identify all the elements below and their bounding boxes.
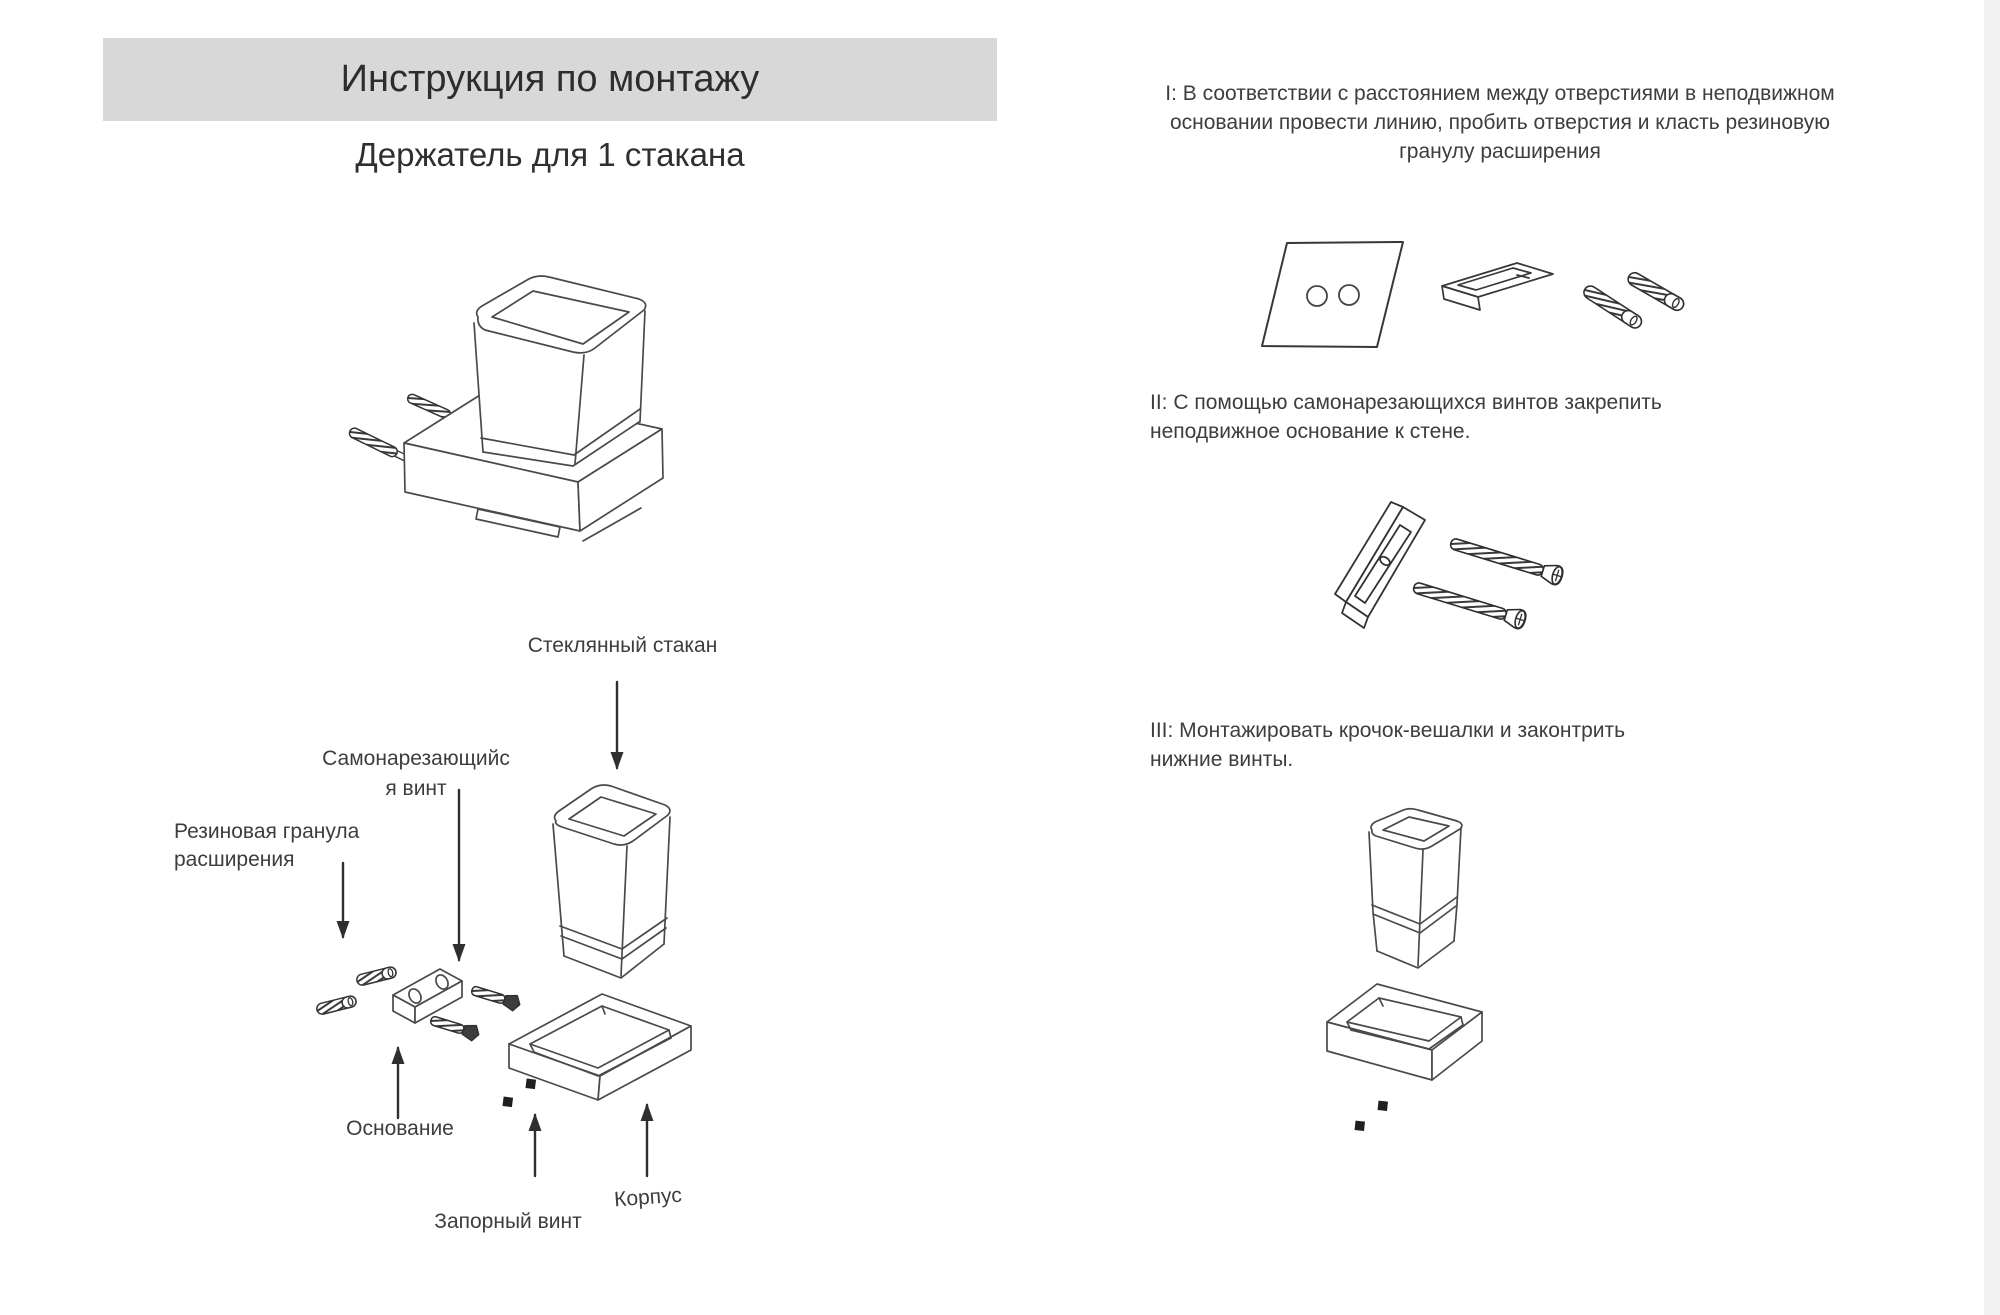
locking-screw-square <box>1355 1121 1365 1131</box>
body-drawing <box>509 994 691 1100</box>
step-1-drawing <box>1255 228 1815 403</box>
step-3-drawing <box>1320 800 1580 1145</box>
step-1-line-2: основании провести линию, пробить отверстия и класть резиновую <box>1169 111 1831 134</box>
page-right-edge <box>1984 0 2000 1315</box>
glass-cup-drawing <box>553 785 672 978</box>
bracket-drawing <box>1442 263 1553 310</box>
step-1-line-3: гранулу расширения <box>1399 140 1601 163</box>
exploded-parts-svg <box>150 618 770 1263</box>
locking-screw-square <box>502 1097 513 1108</box>
assembled-holder-drawing <box>250 198 765 568</box>
locking-screw-square <box>1378 1101 1388 1111</box>
label-rubber-plug-line2: расширения <box>174 848 295 871</box>
bracket-drawing <box>1335 502 1425 628</box>
base-bracket-drawing <box>393 969 462 1023</box>
wall-plate-drawing <box>1262 242 1403 347</box>
label-self-tapping-screw-line2: я винт <box>385 777 447 800</box>
step-3-text <box>1150 716 1790 774</box>
glass-cup-drawing <box>1369 809 1462 968</box>
label-rubber-plug <box>174 818 434 874</box>
wall-plugs-drawing <box>1581 270 1685 330</box>
step-2-line-1: II: С помощью самонарезающихся винтов закрепить <box>1150 391 1662 414</box>
locking-screw-square <box>525 1079 536 1090</box>
step-3-line-1: III: Монтажировать крочок-вешалки и законтрить <box>1150 719 1626 742</box>
wall-plugs-drawing <box>316 966 397 1015</box>
label-locking-screw: Запорный винт <box>434 1210 582 1233</box>
screws-drawing <box>1411 534 1565 630</box>
step-2-drawing <box>1330 497 1675 652</box>
label-base: Основание <box>346 1117 454 1140</box>
label-self-tapping-screw-line1: Самонарезающийс <box>322 747 510 770</box>
step-3-line-2: нижние винты. <box>1150 748 1294 771</box>
title-bar <box>103 38 997 121</box>
label-rubber-plug-line1: Резиновая гранула <box>174 820 360 843</box>
step-2-text <box>1150 388 1790 446</box>
exploded-diagram <box>150 618 770 1263</box>
step-1-text <box>1128 79 1872 166</box>
step-2-line-2: неподвижное основание к стене. <box>1150 420 1471 443</box>
page-title: Инструкция по монтажу <box>340 58 760 100</box>
product-subtitle: Держатель для 1 стакана <box>355 136 745 173</box>
label-body: Корпус <box>613 1183 683 1212</box>
label-glass-cup: Стеклянный стакан <box>527 634 718 657</box>
step-1-line-1: I: В соответствии с расстоянием между отверстиями в неподвижном <box>1165 82 1835 105</box>
body-drawing <box>1327 984 1482 1080</box>
label-self-tapping-screw <box>310 744 522 804</box>
